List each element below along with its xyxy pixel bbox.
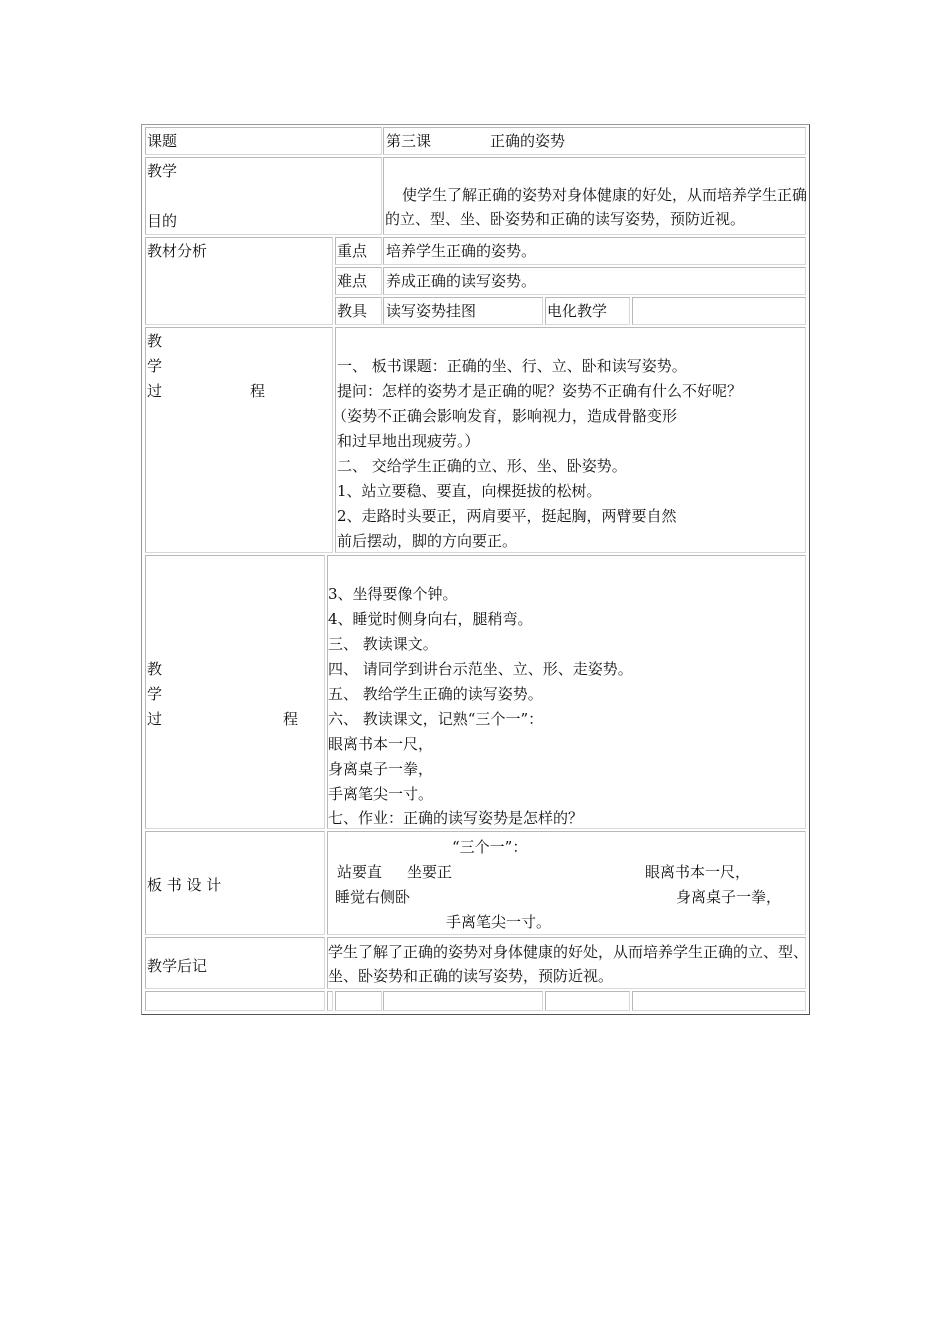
process1-line-5: 二、 交给学生正确的立、形、坐、卧姿势。 bbox=[337, 457, 627, 475]
empty-cell-2 bbox=[327, 991, 333, 1011]
objective-label-cell bbox=[145, 157, 382, 235]
header-label: 课题 bbox=[147, 132, 178, 150]
key-point-label: 重点 bbox=[337, 242, 368, 260]
empty-cell-3 bbox=[335, 991, 382, 1011]
process1-line-8: 前后摆动，脚的方向要正。 bbox=[337, 532, 518, 550]
board-bottom: 手离笔尖一寸。 bbox=[446, 913, 552, 931]
process2-line-1: 3、坐得要像个钟。 bbox=[328, 585, 458, 603]
process2-line-5: 五、 教给学生正确的读写姿势。 bbox=[328, 685, 543, 703]
process1-line-7: 2、走路时头要正，两肩要平，挺起胸，两臂要自然 bbox=[337, 507, 677, 525]
lesson-title: 正确的姿势 bbox=[490, 132, 566, 150]
objective-label-bottom: 目的 bbox=[147, 212, 178, 230]
tools-label: 教具 bbox=[337, 302, 368, 320]
process1-label-cell bbox=[145, 327, 333, 553]
process1-label-char-2: 学 bbox=[147, 357, 163, 375]
reflection-label: 教学后记 bbox=[147, 957, 208, 975]
process2-line-2: 4、睡觉时侧身向右，腿稍弯。 bbox=[328, 610, 533, 628]
process1-line-6: 1、站立要稳、要直，向棵挺拔的松树。 bbox=[337, 482, 602, 500]
objective-label-top: 教学 bbox=[147, 162, 178, 180]
reflection-text: 学生了解了正确的姿势对身体健康的好处，从而培养学生正确的立、型、坐、卧姿势和正确的读写姿势，预防近视。 bbox=[328, 943, 809, 985]
process1-label-char-1: 教 bbox=[147, 332, 163, 350]
process1-line-2: 提问：怎样的姿势才是正确的呢？姿势不正确有什么不好呢？ bbox=[337, 382, 743, 400]
board-title: “三个一”： bbox=[452, 838, 528, 856]
header-label-cell bbox=[145, 127, 382, 155]
tool-2-text: 电化教学 bbox=[547, 302, 608, 320]
board-right-2: 身离桌子一拳， bbox=[676, 888, 782, 906]
process2-line-3: 三、 教读课文。 bbox=[328, 635, 438, 653]
process2-label-char-3: 过 bbox=[147, 710, 163, 728]
process1-label-char-4: 程 bbox=[250, 382, 266, 400]
board-right-1: 眼离书本一尺， bbox=[645, 863, 751, 881]
objective-text: 使学生了解正确的姿势对身体健康的好处，从而培养学生正确的立、型、坐、卧姿势和正确的读写姿势，预防近视。 bbox=[385, 186, 808, 228]
process1-line-4: 和过早地出现疲劳。） bbox=[337, 432, 480, 450]
process2-line-4: 四、 请同学到讲台示范坐、立、形、走姿势。 bbox=[328, 660, 633, 678]
tool-1-text: 读写姿势挂图 bbox=[386, 302, 477, 320]
empty-cell-5 bbox=[545, 991, 630, 1011]
empty-cell-4 bbox=[383, 991, 543, 1011]
difficulty-text: 养成正确的读写姿势。 bbox=[386, 272, 537, 290]
board-left-2: 睡觉右侧卧 bbox=[335, 888, 411, 906]
process2-label-cell bbox=[145, 555, 325, 829]
process2-label-char-4: 程 bbox=[283, 710, 299, 728]
process2-label-char-1: 教 bbox=[147, 660, 163, 678]
process1-label-char-3: 过 bbox=[147, 382, 163, 400]
empty-cell-1 bbox=[145, 991, 325, 1011]
process2-label-char-2: 学 bbox=[147, 685, 163, 703]
process2-line-8: 身离桌子一拳， bbox=[328, 760, 434, 778]
board-label: 板 书 设 计 bbox=[147, 876, 222, 894]
process2-line-7: 眼离书本一尺， bbox=[328, 735, 434, 753]
material-label: 教材分析 bbox=[147, 242, 208, 260]
board-left-1b: 坐要正 bbox=[407, 863, 453, 881]
process1-line-3: （姿势不正确会影响发育，影响视力，造成骨骼变形 bbox=[332, 407, 678, 425]
process2-line-9: 手离笔尖一寸。 bbox=[328, 785, 434, 803]
key-point-text: 培养学生正确的姿势。 bbox=[386, 242, 537, 260]
difficulty-label: 难点 bbox=[337, 272, 368, 290]
board-left-1a: 站要直 bbox=[337, 863, 383, 881]
process2-line-10: 七、作业：正确的读写姿势是怎样的？ bbox=[328, 809, 584, 827]
empty-cell-6 bbox=[632, 991, 806, 1011]
lesson-number: 第三课 bbox=[386, 132, 432, 150]
tool-3-cell bbox=[632, 297, 806, 325]
process1-line-1: 一、 板书课题：正确的坐、行、立、卧和读写姿势。 bbox=[337, 357, 687, 375]
process2-line-6: 六、 教读课文，记熟“三个一”： bbox=[328, 710, 544, 728]
header-value-cell bbox=[383, 127, 806, 155]
